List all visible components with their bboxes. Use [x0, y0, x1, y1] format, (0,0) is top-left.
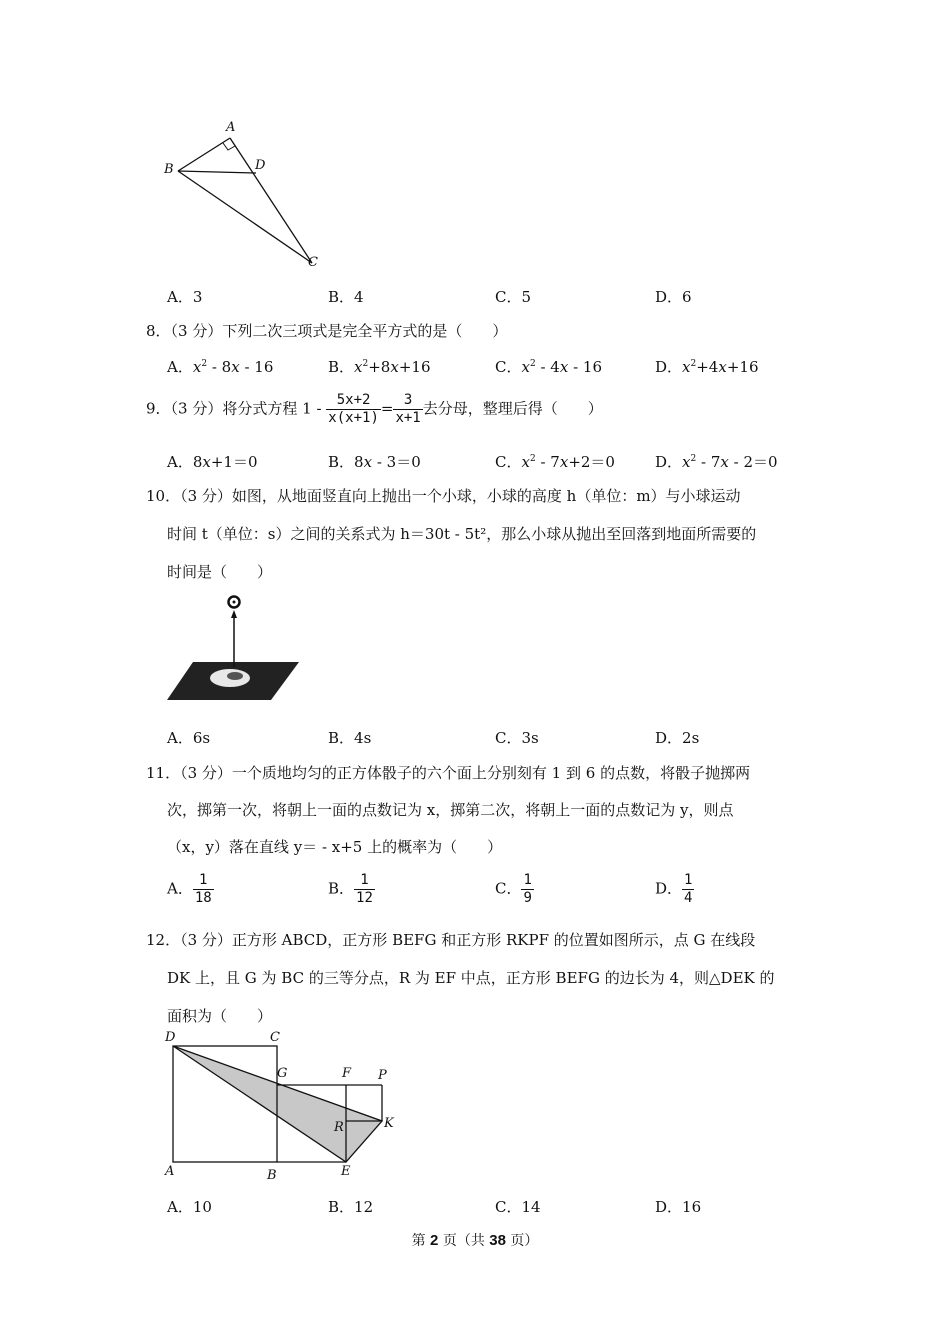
q9-text-post: 去分母，整理后得（ ） [422, 399, 603, 418]
q9-option-d[interactable]: D．$x^2 - 7x - 2=0$ [655, 453, 778, 471]
q11-option-a-label: A． [167, 879, 193, 898]
footer-mid: 页（共 [438, 1233, 490, 1249]
q10-number: 10． [146, 487, 181, 505]
q12-number: 12． [146, 931, 181, 949]
figure-q12-squares [160, 1030, 410, 1190]
figure-q10-ball-launch [165, 592, 305, 704]
q9-option-c[interactable]: C．$x^2 - 7x+2=0$ [495, 453, 615, 471]
label-P: P [378, 1068, 387, 1083]
label-B: B [267, 1168, 277, 1183]
q10-option-c[interactable]: C．3s [495, 729, 539, 747]
q9-fraction-1-denominator: x(x+1) [328, 410, 379, 426]
q10-option-d[interactable]: D．2s [655, 729, 700, 747]
q11-line-3: （x，y）落在直线 y＝ - x+5 上的概率为（ ） [167, 838, 503, 856]
q9-option-b[interactable]: B．8x - 3＝0 [328, 453, 421, 471]
question-12-line-1 [146, 929, 755, 950]
label-D: D [255, 158, 266, 173]
q12-option-d[interactable]: D．16 [655, 1198, 702, 1216]
label-A: A [165, 1164, 175, 1179]
page-footer [0, 1230, 950, 1250]
q12-line-3: 面积为（ ） [167, 1007, 273, 1025]
q8-option-a-label: A． [167, 358, 193, 376]
q8-option-b[interactable]: B．$x^2+8x+16$ [328, 358, 431, 376]
total-pages: 38 [489, 1232, 506, 1249]
q12-option-a[interactable]: A．10 [167, 1198, 212, 1216]
q11-option-c[interactable] [495, 872, 534, 907]
q9-fraction-1 [326, 392, 381, 427]
q12-line-2: DK 上，且 G 为 BC 的三等分点，R 为 EF 中点，正方形 BEFG 的边长为 4，则△DEK 的 [167, 969, 775, 987]
q12-option-c[interactable]: C．14 [495, 1198, 541, 1216]
triangle-diagram [160, 118, 330, 278]
q8-option-d-label: D． [655, 358, 683, 376]
q8-score: （3 分） [170, 322, 223, 340]
q7-option-d[interactable]: D．6 [655, 288, 692, 306]
q9-text-pre: 将分式方程 1 - [222, 399, 322, 418]
q8-text: 下列二次三项式是完全平方式的是（ ） [222, 322, 508, 340]
footer-post: 页） [505, 1233, 539, 1249]
q8-option-c[interactable]: C．$x^2 - 4x - 16$ [495, 358, 603, 376]
q11-option-b-denominator: 12 [356, 890, 373, 906]
q8-option-a[interactable]: A．$x^2 - 8x - 16$ [167, 358, 274, 376]
q10-line-3: 时间是（ ） [167, 563, 273, 581]
q11-option-a[interactable] [167, 872, 214, 907]
label-E: E [341, 1164, 351, 1179]
q11-option-a-numerator: 1 [193, 872, 214, 890]
label-F: F [342, 1066, 352, 1081]
q12-score: （3 分） [180, 931, 232, 949]
q11-option-b-label: B． [328, 879, 355, 898]
label-K: K [384, 1116, 394, 1131]
q10-option-a[interactable]: A．6s [167, 729, 211, 747]
q7-option-a[interactable]: A．3 [167, 288, 203, 306]
q11-option-c-denominator: 9 [523, 890, 532, 906]
q9-option-a[interactable]: A．8x+1＝0 [167, 453, 258, 471]
q9-equals: = [380, 399, 394, 418]
question-8 [146, 320, 507, 341]
label-A: A [226, 120, 236, 135]
question-9 [146, 392, 603, 427]
page-number: 2 [430, 1232, 439, 1249]
q11-option-d-denominator: 4 [684, 890, 693, 906]
q11-option-b[interactable] [328, 872, 375, 907]
q11-option-d-numerator: 1 [684, 872, 693, 888]
q11-option-b-numerator: 1 [354, 872, 375, 890]
q8-number: 8． [146, 322, 171, 340]
ball-launch-diagram [165, 592, 305, 704]
q8-option-d[interactable]: D．$x^2+4x+16$ [655, 358, 759, 376]
q9-fraction-1-numerator: 5x+2 [326, 392, 381, 410]
q11-option-c-numerator: 1 [523, 872, 532, 888]
question-10-line-1 [146, 485, 741, 506]
q9-fraction-2-denominator: x+1 [395, 410, 421, 426]
q11-option-d-label: D． [655, 879, 683, 898]
q11-option-c-label: C． [495, 879, 522, 898]
q8-option-b-label: B． [328, 358, 355, 376]
q8-option-c-label: C． [495, 358, 522, 376]
q11-number: 11． [146, 764, 181, 782]
q9-fraction-2 [393, 392, 422, 427]
q10-line-1: 如图，从地面竖直向上抛出一个小球，小球的高度 h（单位：m）与小球运动 [231, 487, 741, 505]
q9-score: （3 分） [170, 399, 223, 418]
q12-option-b[interactable]: B．12 [328, 1198, 374, 1216]
q10-option-b[interactable]: B．4s [328, 729, 372, 747]
q12-line-1: 正方形 ABCD，正方形 BEFG 和正方形 RKPF 的位置如图所示，点 G 在线段 [231, 931, 756, 949]
label-C: C [308, 255, 318, 270]
q7-option-b[interactable]: B．4 [328, 288, 364, 306]
label-D: D [165, 1030, 176, 1045]
q10-score: （3 分） [180, 487, 232, 505]
label-B: B [164, 162, 174, 177]
footer-pre: 第 [411, 1233, 431, 1249]
q9-fraction-2-numerator: 3 [393, 392, 422, 410]
q10-line-2: 时间 t（单位：s）之间的关系式为 h＝30t - 5t²，那么小球从抛出至回落到地面所需要的 [167, 525, 757, 543]
label-C: C [270, 1030, 280, 1045]
q11-line-1: 一个质地均匀的正方体骰子的六个面上分别刻有 1 到 6 的点数，将骰子抛掷两 [231, 764, 751, 782]
q11-line-2: 次，掷第一次，将朝上一面的点数记为 x，掷第二次，将朝上一面的点数记为 y，则点 [167, 801, 734, 819]
q7-option-c[interactable]: C．5 [495, 288, 532, 306]
q11-option-d[interactable] [655, 872, 694, 907]
q11-score: （3 分） [180, 764, 232, 782]
label-G: G [277, 1066, 288, 1081]
squares-diagram [160, 1030, 410, 1190]
question-11-line-1 [146, 762, 750, 783]
figure-q7-triangle [160, 118, 330, 278]
q9-number: 9． [146, 399, 171, 418]
label-R: R [334, 1120, 344, 1135]
q11-option-a-denominator: 18 [194, 890, 212, 906]
